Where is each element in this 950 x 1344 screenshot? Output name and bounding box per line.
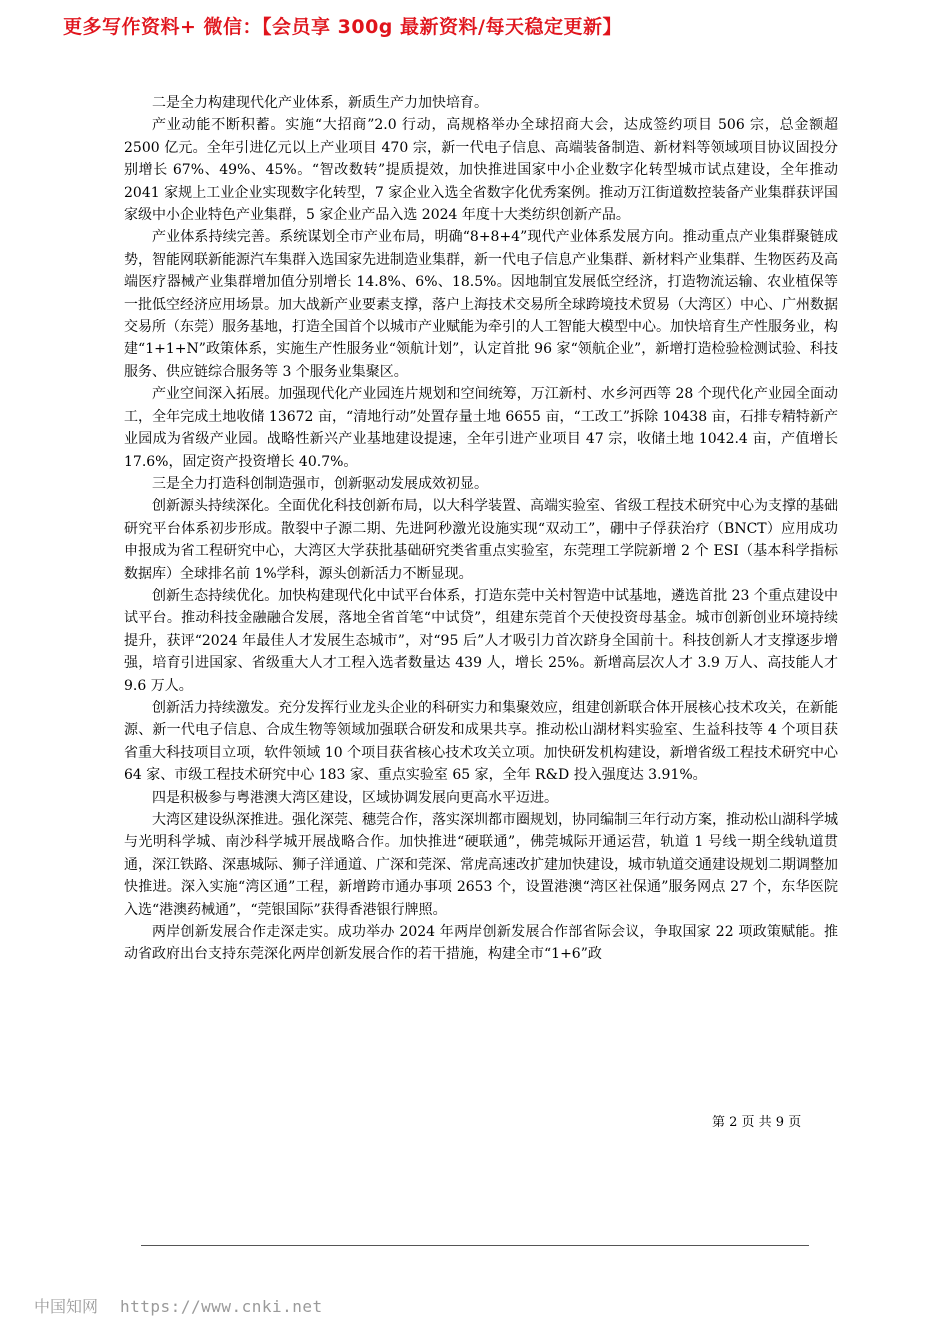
cnki-name: 中国知网 xyxy=(34,1297,99,1316)
cnki-watermark xyxy=(34,1294,323,1317)
heading-section-four: 四是积极参与粤港澳大湾区建设，区域协调发展向更高水平迈进。 xyxy=(152,789,558,806)
paragraph-innovation-ecosystem: 创新生态持续优化。加快构建现代化中试平台体系，打造东莞中关村智造中试基地，遴选首批 23 个重点建设中试平台。推动科技金融融合发展，落地全省首笔“中试贷”，组建东莞首个天使投资母基金。城市创新创业环境持续提升，获评“2024 年最佳人才发展生态城市”，对“95 后”人才吸引力首次跻身全国前十。科技创新人才支撑逐步增强，培育引进国家、省级重大人才工程入选者数量达 439 人，增长 25%。新增高层次人才 3.9 万人、高技能人才 9.6 万人。 xyxy=(124,587,838,694)
heading-section-three: 三是全力打造科创制造强市，创新驱动发展成效初显。 xyxy=(152,475,488,492)
paragraph-industrial-momentum: 产业动能不断积蓄。实施“大招商”2.0 行动，高规格举办全球招商大会，达成签约项目 506 宗，总金额超 2500 亿元。全年引进亿元以上产业项目 470 宗，新一代电子信息、高端装备制造、新材料等领域项目协议固投分别增长 67%、49%、45%。“智改数转”提质提效，加快推进国家中小企业数字化转型城市试点建设，全年推动 2041 家规上工业企业实现数字化转型，7 家企业入选全省数字化优秀案例。推动万江街道数控装备产业集群获评国家级中小企业特色产业集群，5 家企业产品入选 2024 年度十大类纺织创新产品。 xyxy=(124,117,838,224)
paragraph-innovation-source: 创新源头持续深化。全面优化科技创新布局，以大科学装置、高端实验室、省级工程技术研究中心为支撑的基础研究平台体系初步形成。散裂中子源二期、先进阿秒激光设施实现“双动工”，硼中子俘获治疗（BNCT）应用成功申报成为省工程研究中心，大湾区大学获批基础研究类省重点实验室，东莞理工学院新增 2 个 ESI（基本科学指标数据库）全球排名前 1%学科，源头创新活力不断显现。 xyxy=(124,498,838,582)
paragraph-industrial-space: 产业空间深入拓展。加强现代化产业园连片规划和空间统筹，万江新村、水乡河西等 28 个现代化产业园全面动工，全年完成土地收储 13672 亩，“清地行动”处置存量土地 6655 亩，“工改工”拆除 10438 亩，石排专精特新产业园成为省级产业园。战略性新兴产业基地建设提速，全年引进产业项目 47 宗，收储土地 1042.4 亩，产值增长 17.6%，固定资产投资增长 40.7%。 xyxy=(124,386,838,470)
document-body xyxy=(124,92,838,966)
paragraph-industrial-system: 产业体系持续完善。系统谋划全市产业布局，明确“8+8+4”现代产业体系发展方向。推动重点产业集群聚链成势，智能网联新能源汽车集群入选国家先进制造业集群，新一代电子信息产业集群、新材料产业集群、生物医药及高端医疗器械产业集群增加值分别增长 14.8%、6%、18.5%。因地制宜发展低空经济，打造物流运输、农业植保等一批低空经济应用场景。加大战新产业要素支撑，落户上海技术交易所全球跨境技术贸易（大湾区）中心、广州数据交易所（东莞）服务基地，打造全国首个以城市产业赋能为牵引的人工智能大模型中心。加快培育生产性服务业，构建“1+1+N”政策体系，实施生产性服务业“领航计划”，认定首批 96 家“领航企业”，新增打造检验检测试验、科技服务、供应链综合服务等 3 个服务业集聚区。 xyxy=(124,229,838,380)
cnki-url: https://www.cnki.net xyxy=(120,1297,323,1316)
footer-divider xyxy=(141,1245,809,1246)
paragraph-innovation-vitality: 创新活力持续激发。充分发挥行业龙头企业的科研实力和集聚效应，组建创新联合体开展核心技术攻关，在新能源、新一代电子信息、合成生物等领域加强联合研发和成果共享。推动松山湖材料实验室、生益科技等 4 个项目获省重大科技项目立项，软件领域 10 个项目获省核心技术攻关立项。加快研发机构建设，新增省级工程技术研究中心 64 家、市级工程技术研究中心 183 家、重点实验室 65 家，全年 R&D 投入强度达 3.91%。 xyxy=(124,699,838,784)
paragraph-bay-area: 大湾区建设纵深推进。强化深莞、穗莞合作，落实深圳都市圈规划，协同编制三年行动方案，推动松山湖科学城与光明科学城、南沙科学城开展战略合作。加快推进“硬联通”，佛莞城际开通运营，轨道 1 号线一期全线轨道贯通，深江铁路、深惠城际、狮子洋通道、广深和莞深、常虎高速改扩建加快建设，城市轨道交通建设规划二期调整加快推进。深入实施“湾区通”工程，新增跨市通办事项 2653 个，设置港澳“湾区社保通”服务网点 27 个，东华医院入选“港澳药械通”，“莞银国际”获得香港银行牌照。 xyxy=(124,812,838,918)
heading-section-two: 二是全力构建现代化产业体系，新质生产力加快培育。 xyxy=(152,95,488,111)
promo-banner: 更多写作资料+ 微信：【会员享 300g 最新资料/每天稳定更新】 xyxy=(63,16,622,38)
page-number: 第 2 页 共 9 页 xyxy=(712,1115,802,1130)
paragraph-cross-strait: 两岸创新发展合作走深走实。成功举办 2024 年两岸创新发展合作部省际会议，争取国家 22 项政策赋能。推动省政府出台支持东莞深化两岸创新发展合作的若干措施，构建全市“1+6”政 xyxy=(124,924,838,963)
